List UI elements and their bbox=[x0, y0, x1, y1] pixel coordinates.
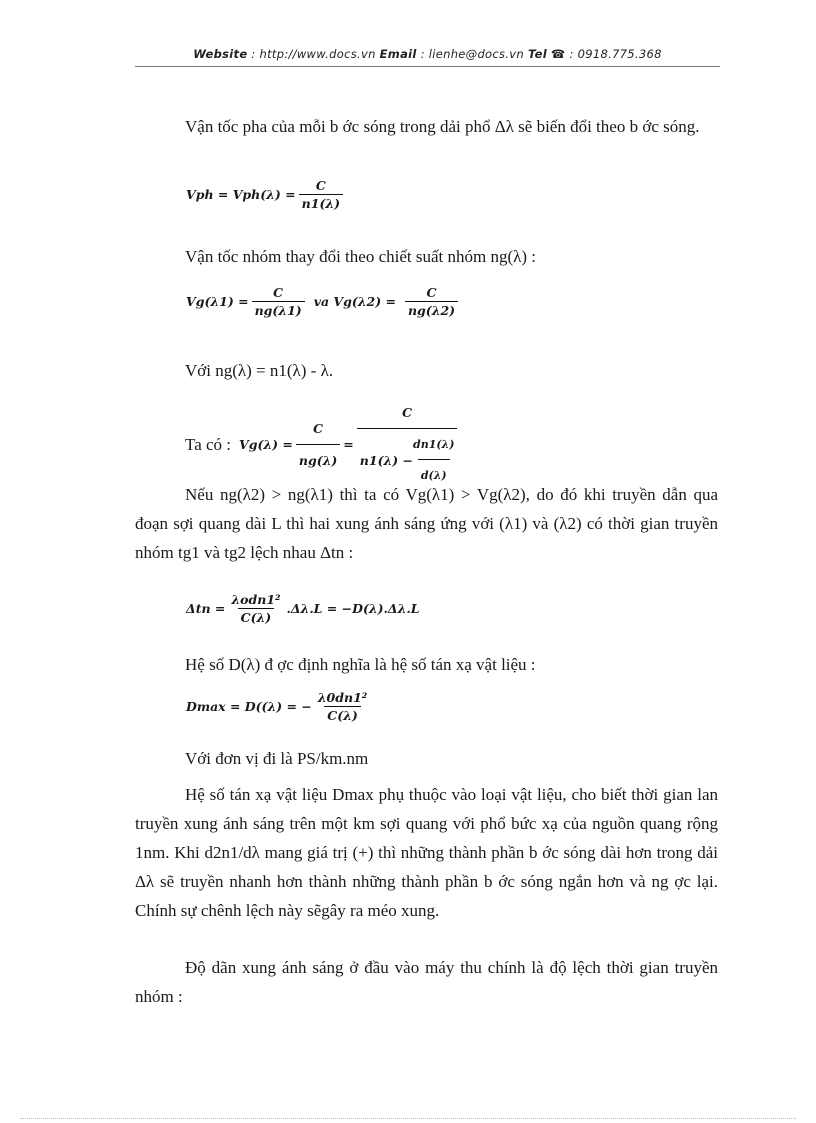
paragraph-unit: Với đơn vị đi là PS/km.nm bbox=[185, 749, 369, 768]
header-divider bbox=[135, 66, 720, 67]
email-value[interactable]: : lienhe@docs.vn bbox=[420, 47, 524, 61]
paragraph-phase-velocity: Vận tốc pha của mỗi b ớc sóng trong dải phổ Δλ sẽ biến đổi theo b ớc sóng. bbox=[185, 117, 700, 136]
equation-dmax: Dmax = D((λ) = − $\frac{\text{λ0dn1²}}{C(\lambda)}$ bbox=[186, 690, 368, 723]
paragraph-group-velocity: Vận tốc nhóm thay đổi theo chiết suất nhóm ng(λ) : bbox=[185, 247, 537, 266]
equation-group-velocity: Vg(λ1) = $\frac{C}{ng(\lambda 1)}$ va Vg(λ2) = $\frac{C}{ng(\lambda 2)}$ bbox=[186, 285, 461, 318]
equation-phase-velocity: Vph = Vph(λ) = $\frac{C}{n1(\lambda)}$ bbox=[186, 178, 346, 211]
website-label: Website bbox=[193, 47, 248, 61]
equation-delta-tn: Δtn = $\frac{\text{λodn1²}}{C(\lambda)}$ .Δλ.L = −D(λ).Δλ.L bbox=[186, 592, 420, 625]
paragraph-group-index: Với ng(λ) = n1(λ) - λ. bbox=[185, 361, 334, 380]
paragraph-dmax: Hệ số tán xạ vật liệu Dmax phụ thuộc vào loại vật liệu, cho biết thời gian lan truyền xung ánh sáng trên một km sợi quang với phổ bức xạ của nguồn quang rộng 1nm. Khi d2n1/dλ mang giá trị (+) thì những thành phần b ớc sóng dài hơn trong dải Δλ sẽ truyền nhanh hơn thành những thành phần b ớc sóng ngắn hơn và ng ợc lại. Chính sự chênh lệch này sẽgây ra méo xung. bbox=[135, 785, 718, 920]
tel-value: : 0918.775.368 bbox=[569, 47, 662, 61]
equation-ta-co: Ta có : Vg(λ) = $\frac{C}{ng(\lambda)}$ = C n1(λ) − $\frac{dn1(\lambda)}{d(\lambda)}$ bbox=[135, 398, 718, 490]
phone-icon: ☎ bbox=[550, 47, 566, 61]
paragraph-dispersion-coefficient: Hệ số D(λ) đ ợc định nghĩa là hệ số tán xạ vật liệu : bbox=[185, 655, 536, 674]
website-url[interactable]: : http://www.docs.vn bbox=[251, 47, 376, 61]
tel-label: Tel bbox=[527, 47, 547, 61]
page-bottom-border bbox=[20, 1118, 796, 1119]
email-label: Email bbox=[379, 47, 417, 61]
paragraph-pulse-broadening: Độ dãn xung ánh sáng ở đầu vào máy thu chính là độ lệch thời gian truyền nhóm : bbox=[135, 958, 718, 1006]
paragraph-propagation: Nếu ng(λ2) > ng(λ1) thì ta có Vg(λ1) > Vg(λ2), do đó khi truyền dẫn qua đoạn sợi quang dài L thì hai xung ánh sáng ứng với (λ1) và (λ2) có thời gian truyền nhóm tg1 và tg2 lệch nhau Δtn : bbox=[135, 485, 718, 562]
page-header bbox=[135, 47, 720, 61]
